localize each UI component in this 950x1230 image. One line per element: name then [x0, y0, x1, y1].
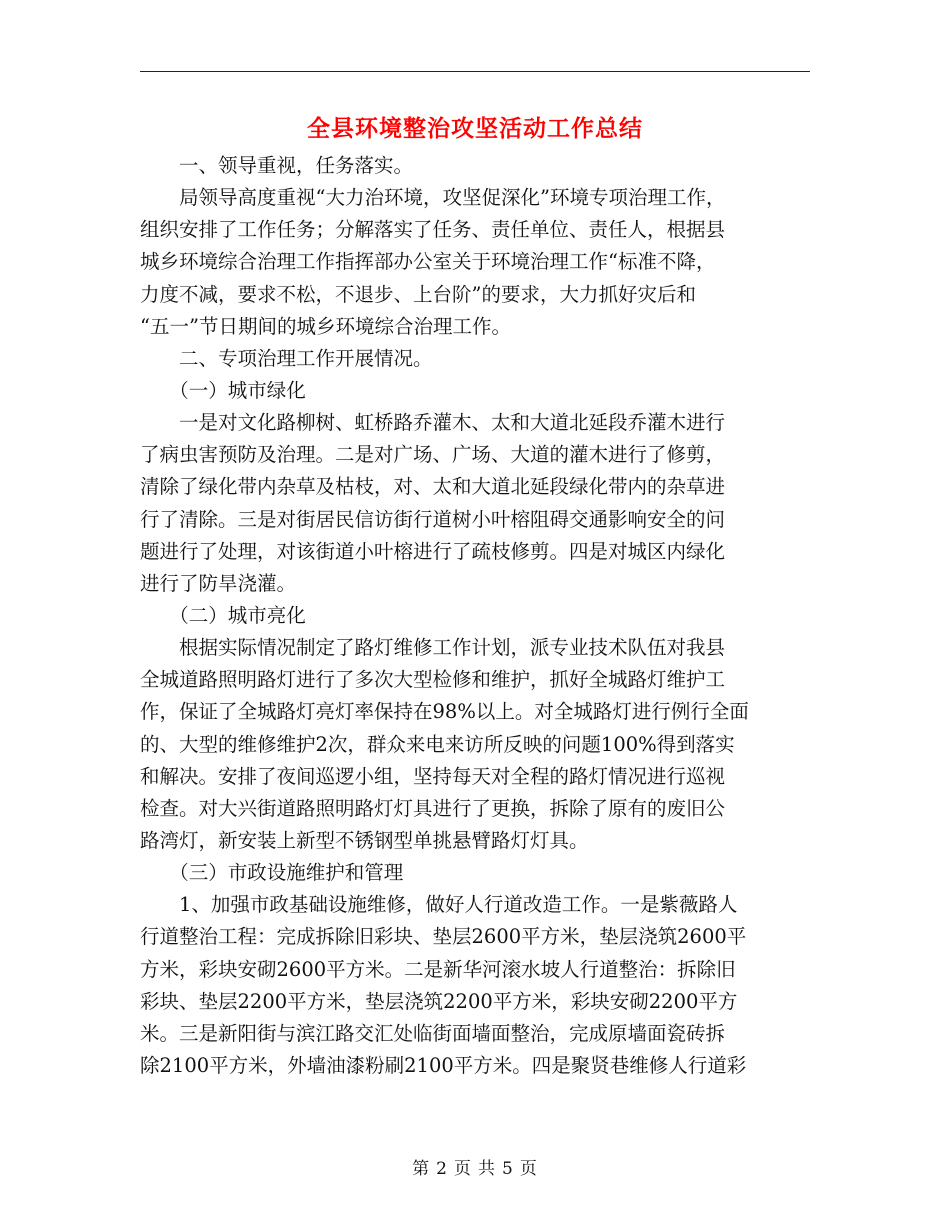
document-body	[140, 150, 812, 1082]
body-line: 行道整治工程：完成拆除旧彩块、垫层2600平方米，垫层浇筑2600平	[140, 925, 747, 949]
body-line: 行了清除。三是对街居民信访街行道树小叶榕阻碍交通影响安全的问	[140, 507, 726, 531]
body-line: 全城道路照明路灯进行了多次大型检修和维护，抓好全城路灯维护工	[140, 668, 726, 692]
body-line: 力度不减，要求不松，不退步、上台阶”的要求，大力抓好灾后和	[140, 282, 696, 306]
total-page-count: 5	[502, 1159, 514, 1179]
document-title: 全县环境整治攻坚活动工作总结	[307, 116, 643, 142]
footer-total-prefix: 共	[478, 1159, 496, 1179]
body-line: 和解决。安排了夜间巡逻小组，坚持每天对全程的路灯情况进行巡视	[140, 764, 726, 788]
body-line: 路湾灯，新安装上新型不锈钢型单挑悬臂路灯灯具。	[140, 828, 589, 852]
body-line: （三）市政设施维护和管理	[140, 861, 404, 885]
body-line: 清除了绿化带内杂草及枯枝，对、太和大道北延段绿化带内的杂草进	[140, 475, 726, 499]
current-page-number: 2	[436, 1159, 448, 1179]
body-line: 组织安排了工作任务；分解落实了任务、责任单位、责任人，根据县	[140, 218, 726, 242]
body-line: 一、领导重视，任务落实。	[140, 154, 414, 177]
body-line: 城乡环境综合治理工作指挥部办公室关于环境治理工作“标准不降，	[140, 250, 716, 274]
body-line: 检查。对大兴街道路照明路灯灯具进行了更换，拆除了原有的废旧公	[140, 796, 726, 820]
body-line: 方米，彩块安砌2600平方米。二是新华河滚水坡人行道整治：拆除旧	[140, 957, 736, 981]
footer-suffix: 页	[519, 1159, 538, 1179]
body-line: 彩块、垫层2200平方米，垫层浇筑2200平方米，彩块安砌2200平方	[140, 989, 738, 1013]
body-line: 1、加强市政基础设施维修，做好人行道改造工作。一是紫薇路人	[140, 893, 738, 917]
body-line: 题进行了处理，对该街道小叶榕进行了疏枝修剪。四是对城区内绿化	[140, 539, 726, 563]
body-line: “五一”节日期间的城乡环境综合治理工作。	[140, 314, 511, 338]
footer-page-word: 页	[454, 1159, 472, 1179]
body-line: 的、大型的维修维护2次，群众来电来访所反映的问题100%得到落实	[140, 732, 735, 756]
body-line: 了病虫害预防及治理。二是对广场、广场、大道的灌木进行了修剪，	[140, 443, 726, 467]
body-line: 局领导高度重视“大力治环境，攻坚促深化”环境专项治理工作，	[140, 186, 726, 210]
body-line: 除2100平方米，外墙油漆粉刷2100平方米。四是聚贤巷维修人行道彩	[140, 1053, 747, 1077]
body-line: （二）城市亮化	[140, 603, 306, 627]
body-line: 米。三是新阳街与滨江路交汇处临街面墙面整治，完成原墙面瓷砖拆	[140, 1021, 726, 1045]
body-line: 一是对文化路柳树、虹桥路乔灌木、太和大道北延段乔灌木进行	[140, 411, 726, 435]
body-line: 二、专项治理工作开展情况。	[140, 346, 433, 370]
page-footer	[0, 1154, 950, 1179]
header-rule	[140, 71, 810, 72]
body-line: 进行了防旱浇灌。	[140, 571, 297, 595]
body-line: 根据实际情况制定了路灯维修工作计划，派专业技术队伍对我县	[140, 636, 726, 660]
body-line: （一）城市绿化	[140, 378, 306, 402]
footer-prefix: 第	[412, 1159, 431, 1179]
body-line: 作，保证了全城路灯亮灯率保持在98%以上。对全城路灯进行例行全面	[140, 700, 749, 724]
